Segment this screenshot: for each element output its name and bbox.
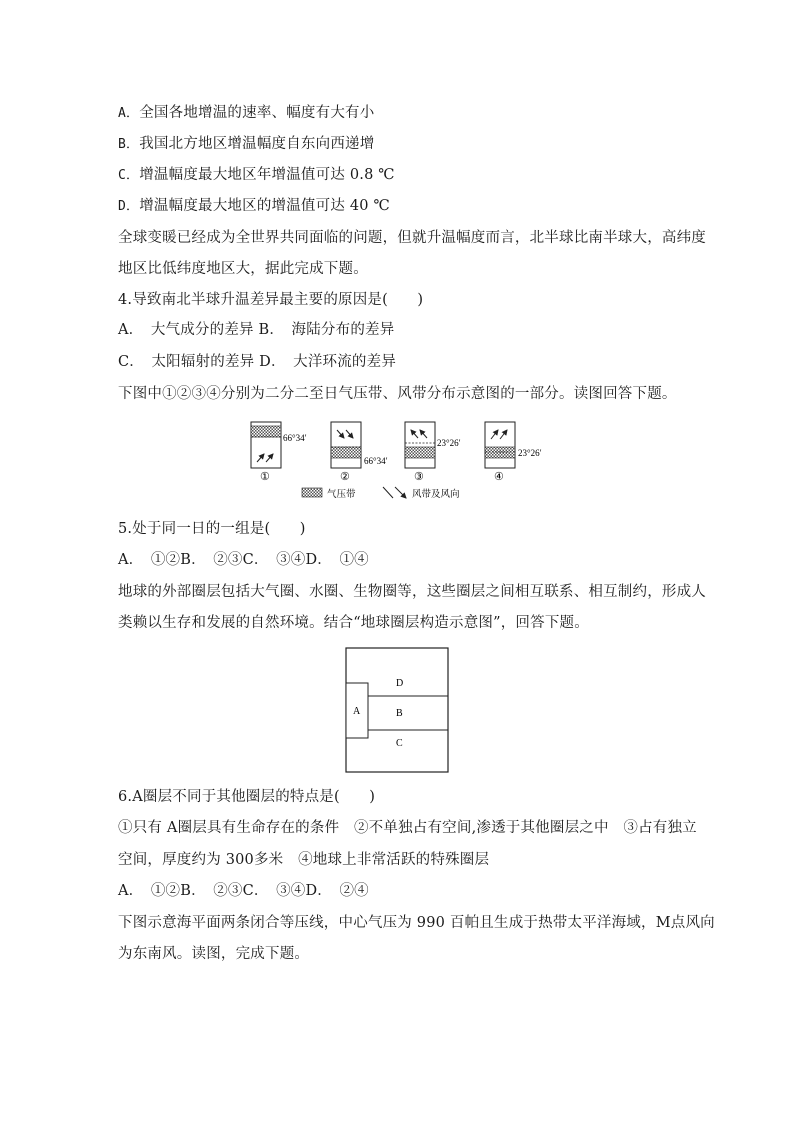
- pressure-belt: [485, 447, 515, 458]
- option-letter: D．: [118, 199, 140, 214]
- panel-1: [251, 422, 307, 483]
- panel-4: [485, 422, 542, 483]
- passage4-line2: 为东南风。读图，完成下题。: [118, 946, 310, 962]
- pressure-belt: [405, 447, 435, 458]
- pressure-wind-figure: [240, 418, 570, 508]
- figure-legend: [302, 487, 460, 500]
- earth-sphere-diagram: [344, 646, 450, 774]
- q4-stem: 4.导致南北半球升温差异最主要的原因是( ): [118, 292, 424, 308]
- q6-options: A． ①②B． ②③C． ③④D． ②④: [118, 883, 369, 899]
- legend-wind-label: 风带及风向: [412, 490, 460, 500]
- option-letter: B．: [118, 137, 140, 152]
- option-text: 我国北方地区增温幅度自东向西递增: [139, 136, 375, 152]
- option-text: 增温幅度最大地区的增温值可达 40 ℃: [139, 198, 390, 214]
- passage3-line2: 类赖以生存和发展的自然环境。结合“地球圈层构造示意图”，回答下题。: [118, 615, 589, 631]
- q4-options-line1: A． 大气成分的差异 B． 海陆分布的差异: [118, 322, 395, 338]
- panel-number: ④: [494, 471, 504, 483]
- q3-option-a: [118, 103, 374, 124]
- option-letter: A．: [118, 106, 140, 121]
- passage2: 下图中①②③④分别为二分二至日气压带、风带分布示意图的一部分。读图回答下题。: [118, 386, 677, 402]
- legend-wind-mark: [383, 487, 393, 498]
- q4-options-line2: C． 太阳辐射的差异 D． 大洋环流的差异: [118, 354, 397, 370]
- latitude-label: 23°26′: [437, 438, 461, 448]
- latitude-label: 23°26′: [518, 448, 542, 458]
- panel-3: [405, 422, 461, 483]
- q3-option-d: [118, 196, 390, 217]
- pressure-belt: [331, 447, 361, 458]
- passage3-line1: 地球的外部圈层包括大气圈、水圈、生物圈等，这些圈层之间相互联系、相互制约，形成人: [118, 584, 706, 600]
- wind-arrow: [337, 430, 344, 438]
- passage1-line1: 全球变暖已经成为全世界共同面临的问题，但就升温幅度而言，北半球比南半球大，高纬度: [118, 230, 706, 246]
- wind-arrow: [346, 430, 353, 438]
- label-d: D: [396, 678, 404, 689]
- label-a: A: [353, 706, 361, 717]
- panel-number: ③: [414, 471, 424, 483]
- panel-number: ②: [340, 471, 350, 483]
- legend-pressure-label: 气压带: [327, 490, 356, 500]
- pressure-belt: [251, 426, 281, 437]
- wind-arrow: [500, 430, 507, 439]
- option-text: 增温幅度最大地区年增温值可达 0.8 ℃: [139, 167, 395, 183]
- option-text: 全国各地增温的速率、幅度有大有小: [139, 105, 375, 121]
- wind-arrow: [420, 430, 427, 438]
- q6-line2: 空间，厚度约为 300多米 ④地球上非常活跃的特殊圈层: [118, 852, 490, 868]
- pressure-wind-diagram: [240, 418, 570, 508]
- panel-2: [331, 422, 388, 483]
- earth-sphere-figure: [344, 646, 450, 774]
- latitude-label: 66°34′: [364, 456, 388, 466]
- q6-line1: ①只有 A圈层具有生命存在的条件 ②不单独占有空间,渗透于其他圈层之中 ③占有独立: [118, 820, 697, 836]
- label-c: C: [396, 738, 403, 749]
- latitude-label: 66°34′: [283, 433, 307, 443]
- legend-pressure-swatch: [302, 488, 322, 497]
- legend-wind-arrow: [395, 487, 406, 498]
- q5-options: A． ①②B． ②③C． ③④D． ①④: [118, 552, 369, 568]
- q3-option-b: [118, 134, 374, 155]
- q5-stem: 5.处于同一日的一组是( ): [118, 521, 306, 537]
- q3-option-c: [118, 165, 395, 186]
- passage4-line1: 下图示意海平面两条闭合等压线，中心气压为 990 百帕且生成于热带太平洋海域，M点风向: [118, 915, 715, 931]
- q6-stem: 6.A圈层不同于其他圈层的特点是( ): [118, 789, 376, 805]
- passage1-line2: 地区比低纬度地区大，据此完成下题。: [118, 261, 368, 277]
- panel-number: ①: [260, 471, 270, 483]
- wind-arrow: [266, 454, 273, 462]
- wind-arrow: [411, 430, 418, 438]
- label-b: B: [396, 708, 403, 719]
- wind-arrow: [491, 430, 498, 439]
- option-letter: C．: [118, 168, 140, 183]
- wind-arrow: [257, 454, 264, 462]
